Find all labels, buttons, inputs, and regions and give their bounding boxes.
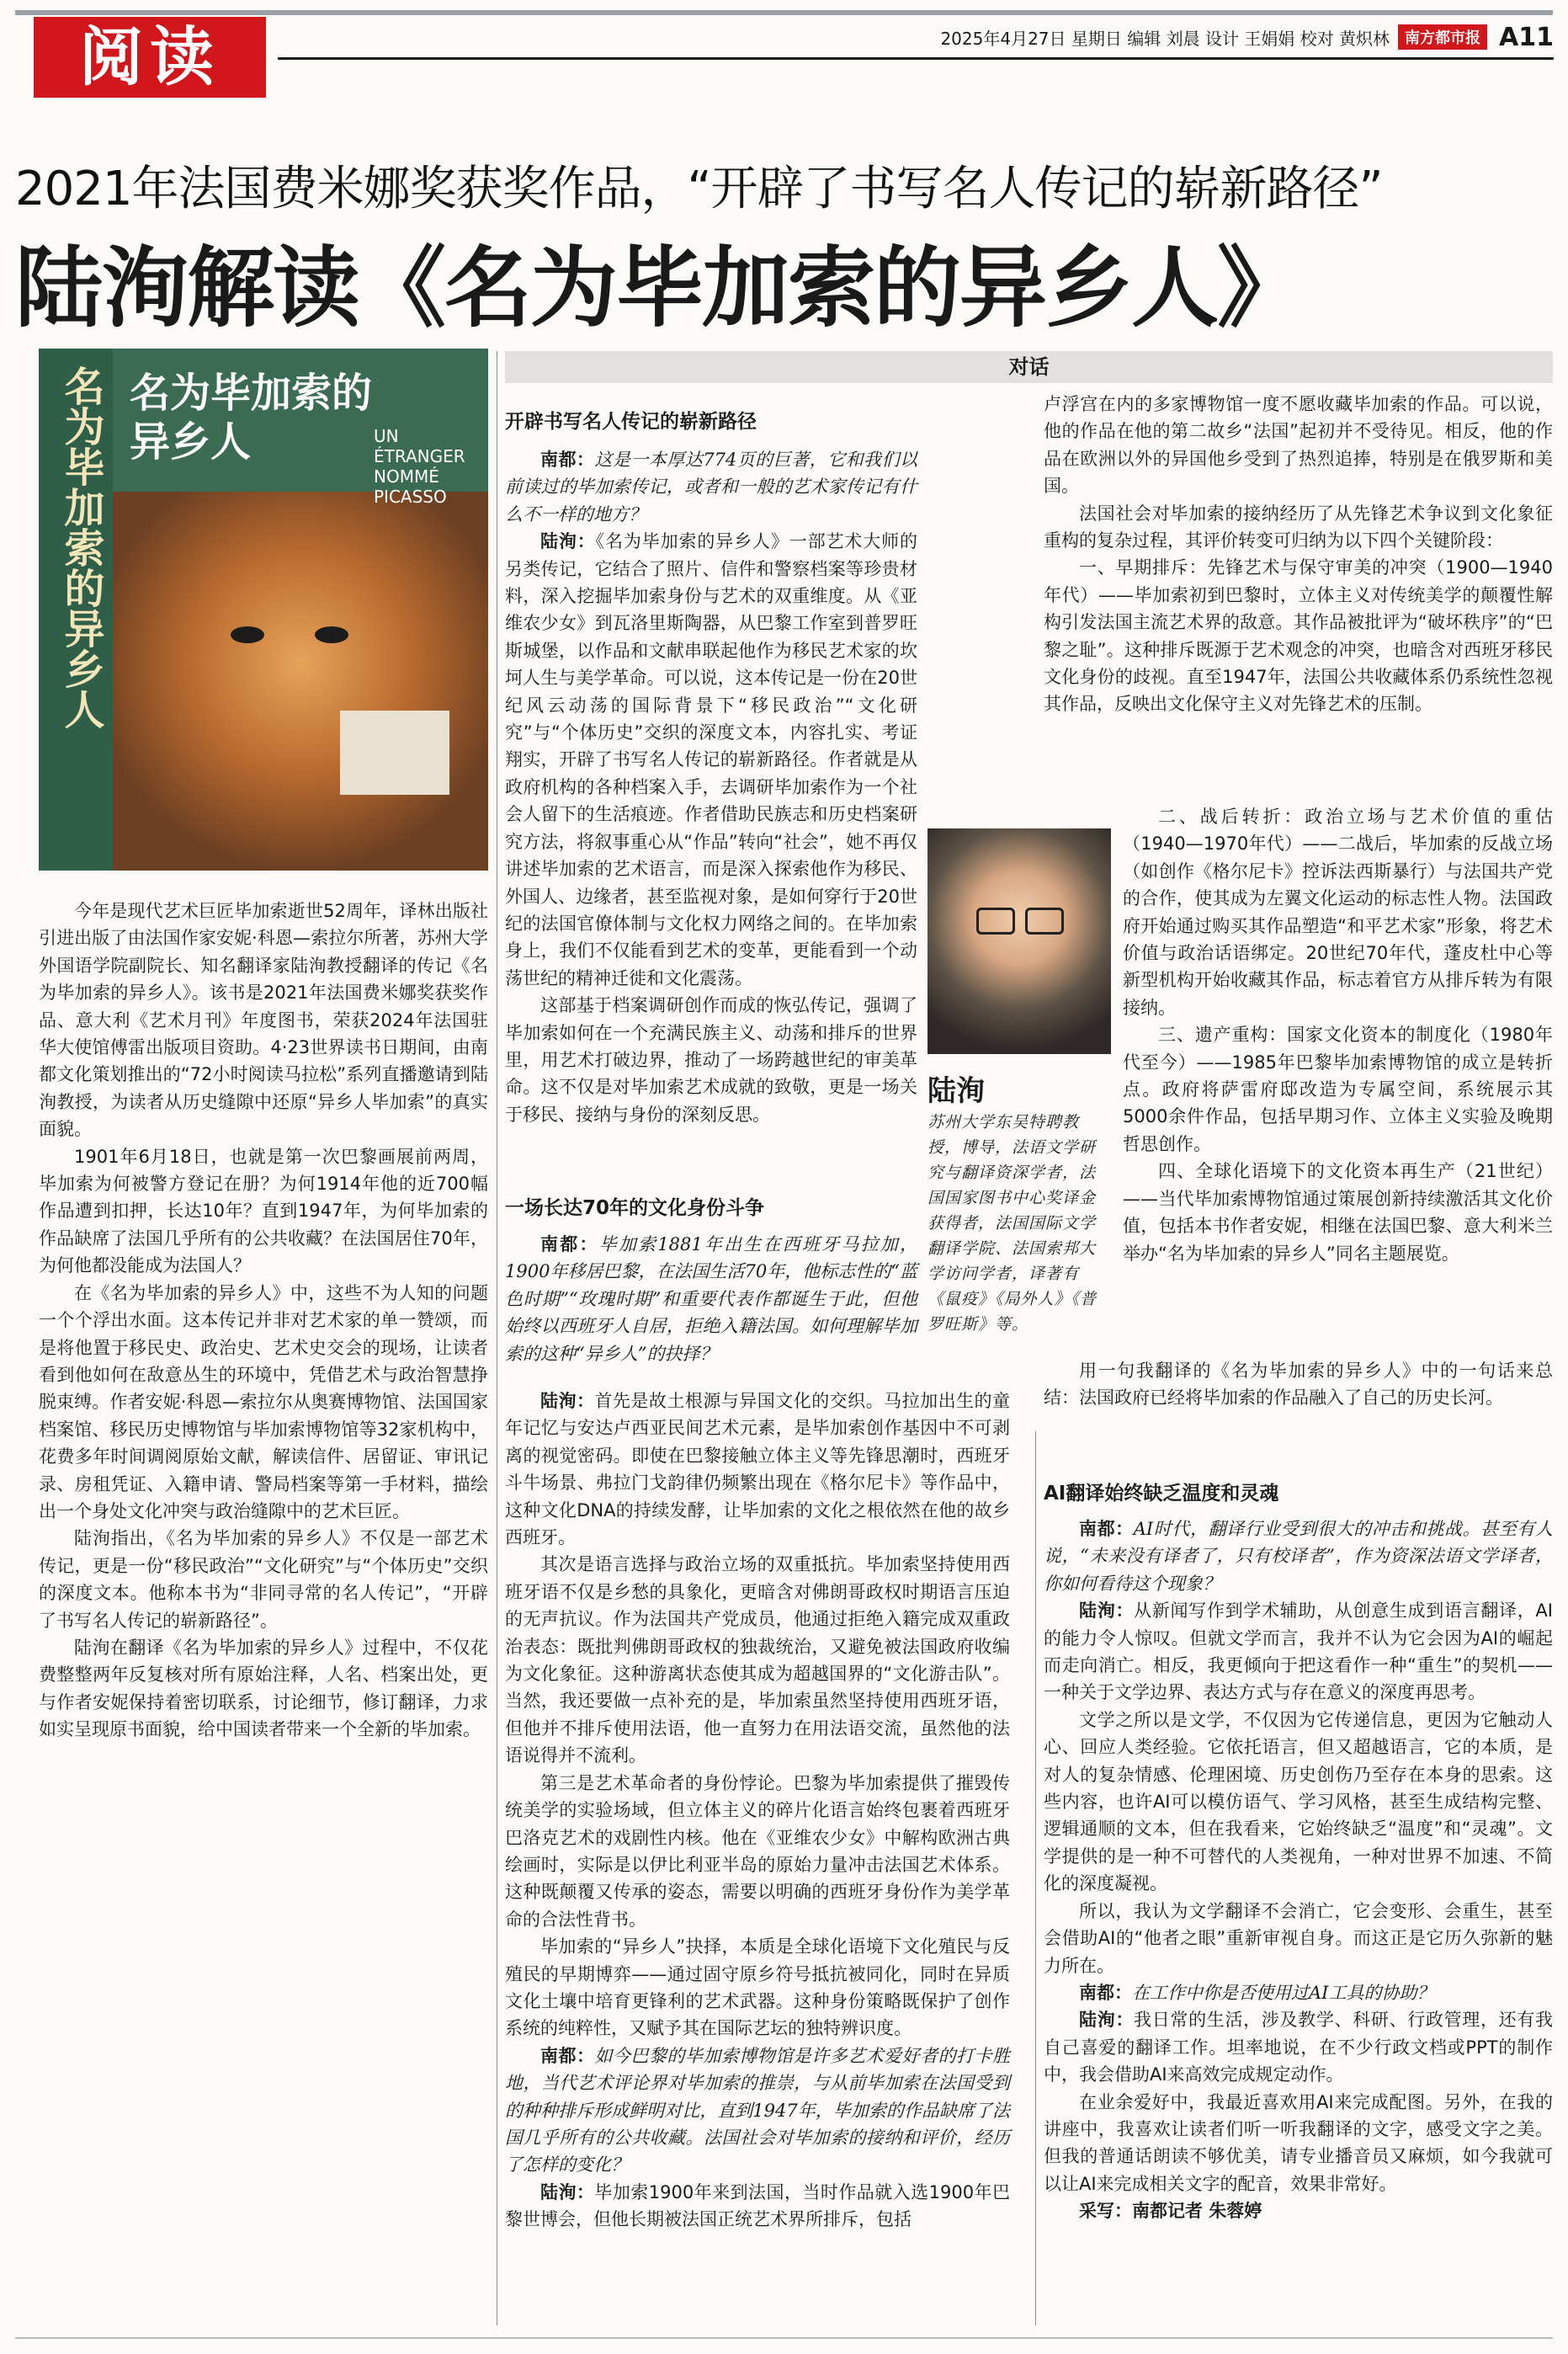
page-number: A11 <box>1499 22 1554 52</box>
intro-paragraph: 陆洵在翻译《名为毕加索的异乡人》过程中，不仅花费整整两年反复核对所有原始注释，人名、档案出处，更与作者安妮保持着密切联系，讨论细节，修订翻译，力求如实呈现原书面貌，给中国读者带来一个全新的毕加索。 <box>39 1637 488 1740</box>
answer-text: 首先是故土根源与异国文化的交织。马拉加出生的童年记忆与安达卢西亚民间艺术元素，是毕加索创作基因中不可剥离的视觉密码。即使在巴黎接触立体主义等先锋思潮时，西班牙斗牛场景、弗拉门戈韵律仍频繁出现在《格尔尼卡》等作品中，这种文化DNA的持续发酵，让毕加索的文化之根依然在他的故乡西班牙。 <box>505 1391 1011 1548</box>
right-column-narrow <box>1123 803 1553 1267</box>
question-text: AI时代，翻译行业受到很大的冲击和挑战。甚至有人说，“未来没有译者了，只有校译者”，作为资深法语文学译者，你如何看待这个现象？ <box>1044 1519 1553 1594</box>
bio-name: 陆洵 <box>928 1074 985 1108</box>
answer-label: 陆洵： <box>540 2181 595 2202</box>
portrait-image <box>113 492 488 871</box>
section-tag: 阅读 <box>34 17 266 98</box>
section-heading: 一场长达70年的文化身份斗争 <box>505 1197 765 1219</box>
intro-paragraph: 陆洵指出，《名为毕加索的异乡人》不仅是一部艺术传记，更是一份“移民政治”“文化研究”与“个体历史”交织的深度文本。他称本书为“非同寻常的名人传记”，“开辟了书写名人传记的崭新路径”。 <box>39 1528 488 1631</box>
question-text: 毕加索1881年出生在西班牙马拉加，1900年移居巴黎，在法国生活70年，他标志性的“蓝色时期”“玫瑰时期”和重要代表作都诞生于此，但他始终以西班牙人自居，拒绝入籍法国。如何理解毕加索的这种“异乡人”的抉择？ <box>505 1234 918 1364</box>
question-label: 南都： <box>540 1234 599 1254</box>
masthead-rule <box>278 57 1554 60</box>
stage-title: 二、战后转折：政治立场与艺术价值的重估（1940—1970年代） <box>1123 807 1553 855</box>
stage-title: 一、早期排斥：先锋艺术与保守审美的冲突（1900—1940年代） <box>1044 557 1553 605</box>
book-band <box>340 711 449 795</box>
answer-text: 我日常的生活，涉及教学、科研、行政管理，还有我自己喜爱的翻译工作。坦率地说，在不少行政文档或PPT的制作中，我会借助AI来高效完成规定动作。 <box>1044 2010 1554 2085</box>
right-paragraph: 法国社会对毕加索的接纳经历了从先锋艺术争议到文化象征重构的复杂过程，其评价转变可归纳为以下四个关键阶段： <box>1044 503 1553 551</box>
intro-column <box>39 897 488 1744</box>
book-spine-title: 名为毕加索的异乡人 <box>57 365 104 729</box>
section2-body <box>505 1231 917 1367</box>
answer-label: 陆洵： <box>1079 2010 1135 2031</box>
right-column-end <box>1044 1357 1553 1412</box>
question-text: 这是一本厚达774页的巨著，它和我们以前读过的毕加索传记，或者和一般的艺术家传记有什么不一样的地方？ <box>505 450 917 525</box>
newspaper-logo: 南方都市报 <box>1398 24 1487 50</box>
question-label: 南都： <box>540 2045 595 2066</box>
bio-text: 苏州大学东吴特聘教授，博导，法语文学研究与翻译资深学者，法国国家图书中心奖译金获得者，法国国际文学翻译学院、法国索邦大学访问学者，译著有《鼠疫》《局外人》《普罗旺斯》等。 <box>928 1113 1098 1334</box>
stage-text: ——二战后，毕加索的反战立场（如创作《格尔尼卡》控诉法西斯暴行）与法国共产党的合作，使其成为左翼文化运动的标志性人物。法国政府开始通过购买其作品塑造“和平艺术家”形象，将艺术价值与政治话语绑定。20世纪70年代，蓬皮杜中心等新型机构开始收藏其作品，标志着官方从排斥转为有限接纳。 <box>1123 833 1553 1018</box>
answer-label: 陆洵： <box>540 1391 595 1411</box>
book-title: 名为毕加索的 异乡人 <box>130 370 373 466</box>
section2-answer <box>505 1387 1010 2234</box>
section3-body <box>1044 1515 1553 2225</box>
question-text: 在工作中你是否使用过AI工具的协助？ <box>1132 1982 1435 2003</box>
answer-paragraph: 毕加索的“异乡人”抉择，本质是全球化语境下文化殖民与反殖民的早期博弈——通过固守原乡符号抵抗被同化，同时在异质文化土壤中培育更锋利的艺术武器。这种身份策略既保护了创作系统的纯粹性，又赋予其在国际艺坛的独特辨识度。 <box>505 1936 1010 2039</box>
book-foreign-title: UN ÉTRANGER NOMMÉ PICASSO <box>374 426 465 507</box>
section-heading: 开辟书写名人传记的崭新路径 <box>505 411 757 433</box>
right-column <box>1044 391 1553 718</box>
section1-body <box>505 446 917 1128</box>
byline: 采写：南都记者 朱蓉婷 <box>1079 2201 1262 2222</box>
header-rule <box>15 10 1553 15</box>
section-heading: AI翻译始终缺乏温度和灵魂 <box>1044 1483 1279 1505</box>
answer-paragraph: 在业余爱好中，我最近喜欢用AI来完成配图。另外，在我的讲座中，我喜欢让读者们听一听我翻译的文字，感受文字之美。但我的普通话朗读不够优美，请专业播音员又麻烦，如今我就可以让AI来完成相关文字的配音，效果非常好。 <box>1044 2091 1553 2194</box>
issue-meta: 2025年4月27日 星期日 编辑 刘晨 设计 王娟娟 校对 黄炽林 <box>940 28 1390 49</box>
answer-text: 《名为毕加索的异乡人》一部艺术大师的另类传记，它结合了照片、信件和警察档案等珍贵材料，深入挖掘毕加索身份与艺术的双重维度。从《亚维农少女》到瓦洛里斯陶器，从巴黎工作室到普罗旺斯城堡，以作品和文献串联起他作为移民艺术家的坎坷人生与美学革命。可以说，这本传记是一份在20世纪风云动荡的国际背景下“移民政治”“文化研究”与“个体历史”交织的深度文本，内容扎实、考证翔实，开辟了书写名人传记的崭新路径。作者就是从政府机构的各种档案入手，去调研毕加索作为一个社会人留下的生活痕迹。作者借助民族志和历史档案研究方法，将叙事重心从“作品”转向“社会”，她不再仅讲述毕加索的艺术语言，而是深入探索他作为移民、外国人、边缘者，甚至监视对象，是如何穿行于20世纪的法国官僚体制与文化权力网络之间的。在毕加索身上，我们不仅能看到艺术的变革，更能看到一个动荡世纪的精神迁徙和文化震荡。 <box>505 531 917 988</box>
article-title: 陆洵解读《名为毕加索的异乡人》 <box>15 237 1304 339</box>
intro-paragraph: 今年是现代艺术巨匠毕加索逝世52周年，译林出版社引进出版了由法国作家安妮·科恩—索拉尔所著，苏州大学外国语学院副院长、知名翻译家陆洵教授翻译的传记《名为毕加索的异乡人》。该书是2021年法国费米娜奖获奖作品、意大利《艺术月刊》年度图书，荣获2024年法国驻华大使馆傅雷出版项目资助。4·23世界读书日期间，由南都文化策划推出的“72小时阅读马拉松”系列直播邀请到陆洵教授，为读者从历史缝隙中还原“异乡人毕加索”的真实面貌。 <box>39 901 488 1140</box>
footer-rule <box>15 2337 1553 2339</box>
stage-text: ——1985年巴黎毕加索博物馆的成立是转折点。政府将萨雷府邸改造为专属空间，系统展示其5000余件作品，包括早期习作、立体主义实验及晚期哲思创作。 <box>1123 1052 1553 1154</box>
answer-paragraph: 其次是语言选择与政治立场的双重抵抗。毕加索坚持使用西班牙语不仅是乡愁的具象化，更暗含对佛朗哥政权时期语言压迫的无声抗议。作为法国共产党成员，他通过拒绝入籍完成双重政治表态：既批判佛朗哥政权的独裁统治，又避免被法国政府收编为文化象征。这种游离状态使其成为超越国界的“文化游击队”。当然，我还要做一点补充的是，毕加索虽然坚持使用西班牙语，但他并不排斥使用法语，他一直努力在用法语交流，虽然他的法语说得并不流利。 <box>505 1554 1010 1766</box>
answer-paragraph: 所以，我认为文学翻译不会消亡，它会变形、会重生，甚至会借助AI的“他者之眼”重新审视自身。而这正是它历久弥新的魅力所在。 <box>1044 1900 1553 1976</box>
portrait-eye <box>231 626 264 643</box>
answer-label: 陆洵： <box>1079 1600 1135 1622</box>
stage-title: 四、全球化语境下的文化资本再生产（21世纪） <box>1158 1161 1553 1182</box>
author-photo <box>928 828 1111 1054</box>
photo-glasses <box>1025 908 1064 935</box>
photo-glasses <box>976 908 1015 935</box>
portrait-eye <box>315 626 348 643</box>
question-text: 如今巴黎的毕加索博物馆是许多艺术爱好者的打卡胜地，当代艺术评论界对毕加索的推崇，与从前毕加索在法国受到的种种排斥形成鲜明对比，直到1947年，毕加索的作品缺席了法国几乎所有的公共收藏。法国社会对毕加索的接纳和评价，经历了怎样的变化？ <box>505 2045 1011 2176</box>
right-paragraph: 用一句我翻译的《名为毕加索的异乡人》中的一句话来总结：法国政府已经将毕加索的作品融入了自己的历史长河。 <box>1044 1361 1553 1409</box>
question-label: 南都： <box>1079 1519 1134 1539</box>
intro-paragraph: 在《名为毕加索的异乡人》中，这些不为人知的问题一个个浮出水面。这本传记并非对艺术家的单一赞颂，而是将他置于移民史、政治史、艺术史交会的现场，让读者看到他如何在敌意丛生的环境中，凭借艺术与政治智慧挣脱束缚。作者安妮·科恩—索拉尔从奥赛博物馆、法国国家档案馆、移民历史博物馆与毕加索博物馆等32家机构中，花费多年时间调阅原始文献，解读信件、居留证、审讯记录、房租凭证、入籍申请、警局档案等第一手材料，描绘出一个身处文化冲突与政治缝隙中的艺术巨匠。 <box>39 1282 488 1521</box>
intro-paragraph: 1901年6月18日，也就是第一次巴黎画展前两周，毕加索为何被警方登记在册？为何1914年他的近700幅作品遭到扣押，长达10年？直到1947年，为何毕加索的作品缺席了法国几乎所有的公共收藏？在法国居住70年，为何他都没能成为法国人？ <box>39 1146 488 1276</box>
stage-text: ——毕加索初到巴黎时，立体主义对传统美学的颠覆性解构引发法国主流艺术界的敌意。其作品被批评为“破坏秩序”的“巴黎之耻”。这种排斥既源于艺术观念的冲突，也暗含对西班牙移民文化身份的歧视。直至1947年，法国公共收藏体系仍系统性忽视其作品，反映出文化保守主义对先锋艺术的压制。 <box>1044 584 1554 715</box>
column-divider <box>1035 1431 1036 2325</box>
dialogue-bar: 对话 <box>505 351 1553 383</box>
stage-title: 三、遗产重构：国家文化资本的制度化（1980年代至今） <box>1123 1025 1553 1073</box>
answer-text: 从新闻写作到学术辅助，从创意生成到语言翻译，AI的能力令人惊叹。但就文学而言，我并不认为它会因为AI的崛起而走向消亡。相反，我更倾向于把这看作一种“重生”的契机——一种关于文学边界、表达方式与存在意义的深度再思考。 <box>1044 1600 1553 1703</box>
answer-paragraph: 文学之所以是文学，不仅因为它传递信息，更因为它触动人心、回应人类经验。它依托语言，但又超越语言，它的本质，是对人的复杂情感、伦理困境、历史创伤乃至存在本身的思索。这些内容，也许AI可以模仿语气、学习风格，甚至生成结构完整、逻辑通顺的文本，但在我看来，它始终缺乏“温度”和“灵魂”。文学提供的是一种不可替代的人类视角，一种对世界不加速、不简化的深度凝视。 <box>1044 1709 1553 1894</box>
answer-paragraph: 第三是艺术革命者的身份悖论。巴黎为毕加索提供了摧毁传统美学的实验场域，但立体主义的碎片化语言始终包裹着西班牙巴洛克艺术的戏剧性内核。他在《亚维农少女》中解构欧洲古典绘画时，实际是以伊比利亚半岛的原始力量冲击法国艺术体系。这种既颠覆又传承的姿态，需要以明确的西班牙身份作为美学革命的合法性背书。 <box>505 1772 1010 1930</box>
question-label: 南都： <box>1079 1982 1132 2003</box>
book-cover <box>39 349 488 871</box>
answer-label: 陆洵： <box>540 531 596 552</box>
answer-paragraph: 这部基于档案调研创作而成的恢弘传记，强调了毕加索如何在一个充满民族主义、动荡和排斥的世界里，用艺术打破边界，推动了一场跨越世纪的审美革命。这不仅是对毕加索艺术成就的致敬，更是一场关于移民、接纳与身份的深刻反思。 <box>505 995 917 1125</box>
masthead <box>933 20 1554 54</box>
continued-paragraph: 卢浮宫在内的多家博物馆一度不愿收藏毕加索的作品。可以说，他的作品在他的第二故乡“法国”起初并不受待见。相反，他的作品在欧洲以外的异国他乡受到了热烈追捧，特别是在俄罗斯和美国。 <box>1044 394 1553 497</box>
answer-text: 毕加索1900年来到法国，当时作品就入选1900年巴黎世博会，但他长期被法国正统艺术界所排斥，包括 <box>505 2181 1011 2230</box>
stage-text: ——当代毕加索博物馆通过策展创新持续激活其文化价值，包括本书作者安妮，相继在法国巴黎、意大利米兰举办“名为毕加索的异乡人”同名主题展览。 <box>1123 1188 1553 1264</box>
article-subtitle: 2021年法国费米娜奖获奖作品，“开辟了书写名人传记的崭新路径” <box>15 162 1383 216</box>
question-label: 南都： <box>540 450 595 470</box>
